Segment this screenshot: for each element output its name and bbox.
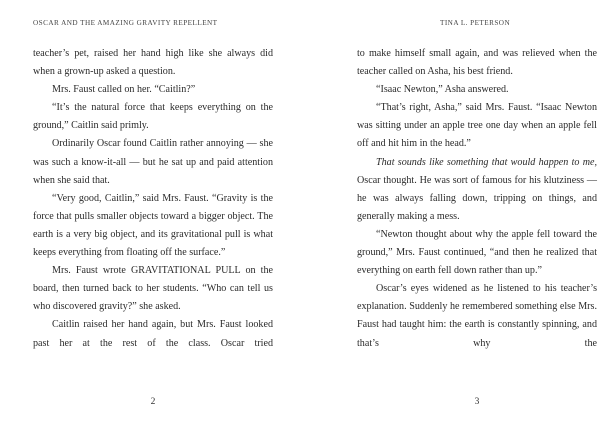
paragraph: Caitlin raised her hand again, but Mrs. Faust looked past her at the rest of the class. Oscar tried [33,319,273,349]
italic-thought: That sounds like something that would happen to me, [376,156,597,168]
paragraph: to make himself small again, and was relieved when the teacher called on Asha, his best friend. [357,48,597,78]
right-page-body [357,45,597,353]
page-number-right: 3 [474,397,480,407]
paragraph: Oscar’s eyes widened as he listened to his teacher’s explanation. Suddenly he remembered something else Mrs. Faust had taught him: the earth is constantly spinning, and that’s why the [357,283,597,349]
paragraph: “Very good, Caitlin,” said Mrs. Faust. “Gravity is the force that pulls smaller objects toward a bigger object. The earth is a very big object, and its gravitational pull is what keeps everything from floating off the surface.” [33,192,273,259]
running-head-left: OSCAR AND THE AMAZING GRAVITY REPELLENT [33,19,218,27]
paragraph: Mrs. Faust wrote GRAVITATIONAL PULL on the board, then turned back to her students. “Who can tell us who discovered gravity?” she asked. [33,265,273,313]
paragraph: “That’s right, Asha,” said Mrs. Faust. “Isaac Newton was sitting under an apple tree one day when an apple fell off and hit him in the head.” [357,102,597,150]
paragraph: “Newton thought about why the apple fell toward the ground,” Mrs. Faust continued, “and then he realized that everything on earth fell down rather than up.” [357,228,597,277]
paragraph: “It’s the natural force that keeps everything on the ground,” Caitlin said primly. [33,102,273,132]
paragraph: “Isaac Newton,” Asha answered. [376,84,509,96]
right-page [357,0,597,429]
paragraph-thought [357,154,597,226]
paragraph: Mrs. Faust called on her. “Caitlin?” [52,84,196,96]
paragraph: teacher’s pet, raised her hand high like she always did when a grown-up asked a question. [33,48,273,78]
thought-rest: Oscar thought. He was sort of famous for his klutziness — he was always falling down, tripping on things, and generally making a mess. [357,174,597,222]
paragraph: Ordinarily Oscar found Caitlin rather annoying — she was such a know-it-all — but he sat up and paid attention when she said that. [33,138,273,186]
left-page-body [33,45,273,353]
running-head-right: TINA L. PETERSON [440,19,511,27]
page-number-left: 2 [150,397,156,407]
left-page [33,0,273,429]
